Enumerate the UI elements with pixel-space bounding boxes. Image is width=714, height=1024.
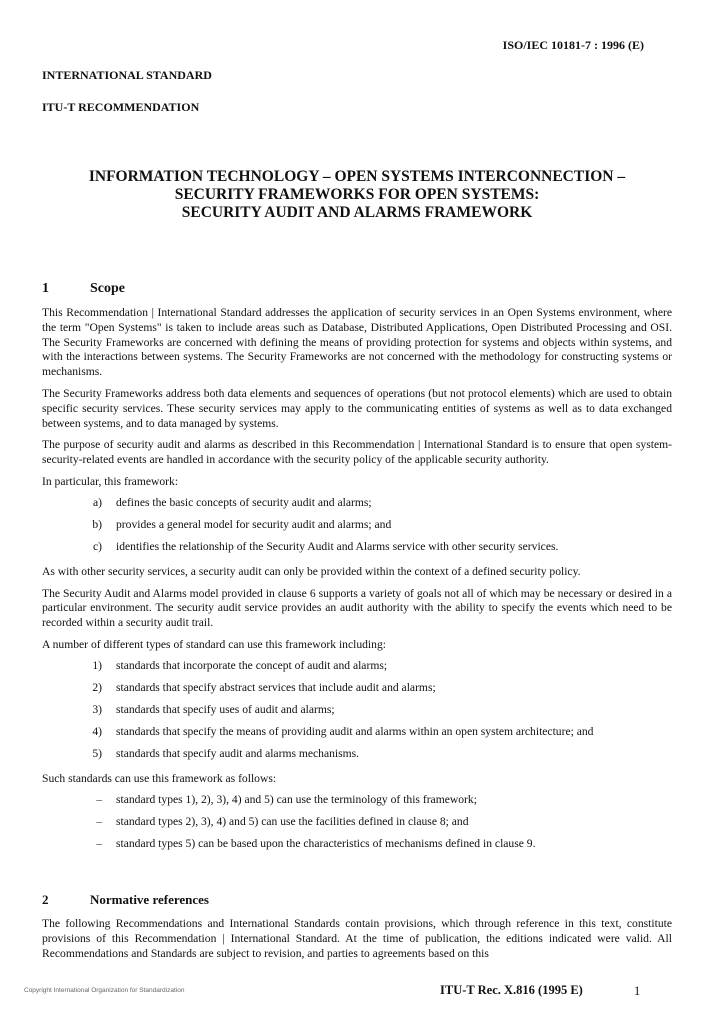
list-marker: 3): [92, 702, 102, 716]
recommendation-type-label: ITU-T RECOMMENDATION: [42, 100, 200, 114]
list-item-text: standards that specify the means of providing audit and alarms within an open system architecture; and: [116, 724, 594, 738]
list-marker: 2): [92, 680, 102, 694]
list-item-text: provides a general model for security audit and alarms; and: [116, 517, 392, 531]
lettered-list: [42, 496, 672, 562]
list-item: [42, 518, 672, 540]
list-item-text: standards that incorporate the concept of audit and alarms;: [116, 658, 388, 672]
list-marker: b): [92, 517, 102, 531]
list-marker: 1): [92, 658, 102, 672]
list-marker: –: [96, 836, 102, 850]
title-line-1: INFORMATION TECHNOLOGY – OPEN SYSTEMS INTERCONNECTION –: [88, 168, 626, 185]
list-item: [42, 703, 672, 725]
section-2-heading: [42, 892, 209, 908]
list-marker: a): [92, 495, 102, 509]
list-item-text: standard types 2), 3), 4) and 5) can use the facilities defined in clause 8; and: [116, 814, 469, 828]
list-item-text: standards that specify uses of audit and alarms;: [116, 702, 335, 716]
paragraph: The following Recommendations and International Standards contain provisions, which through reference in this text, constitute provisions of this Recommendation | International Standard. At the time of publication, the editions indicated were valid. All Recommendations and Standards are subject to revision, and parties to agreements based on this: [42, 917, 672, 960]
copyright-notice: Copyright International Organization for Standardization: [24, 987, 185, 994]
list-item: [42, 659, 672, 681]
list-marker: –: [96, 792, 102, 806]
title-line-2: SECURITY FRAMEWORKS FOR OPEN SYSTEMS:: [174, 186, 540, 203]
list-item: [42, 681, 672, 703]
list-marker: 4): [92, 724, 102, 738]
list-marker: –: [96, 814, 102, 828]
list-item: [42, 725, 672, 747]
paragraph: In particular, this framework:: [42, 474, 179, 488]
list-item: [42, 837, 672, 859]
list-item-text: standards that specify audit and alarms mechanisms.: [116, 746, 360, 760]
page-number: 1: [634, 984, 641, 998]
paragraph: As with other security services, a security audit can only be provided within the context of a defined security policy.: [42, 564, 581, 578]
list-item: [42, 496, 672, 518]
recommendation-reference: ITU-T Rec. X.816 (1995 E): [440, 983, 583, 997]
section-title: Normative references: [90, 892, 209, 907]
list-item-text: standard types 1), 2), 3), 4) and 5) can use the terminology of this framework;: [116, 792, 477, 806]
paragraph: A number of different types of standard can use this framework including:: [42, 637, 386, 651]
list-marker: 5): [92, 746, 102, 760]
standard-type-label: INTERNATIONAL STANDARD: [42, 68, 212, 82]
paragraph: The Security Frameworks address both data elements and sequences of operations (but not protocol elements) which are used to obtain specific security services. These security services may apply to the communicating entities of systems as well as to data exchanged between systems, and to data managed by systems.: [42, 386, 672, 430]
list-item-text: defines the basic concepts of security audit and alarms;: [116, 495, 372, 509]
numbered-list: [42, 659, 672, 769]
section-title: Scope: [90, 281, 125, 296]
section-number: 1: [42, 281, 49, 296]
title-line-3: SECURITY AUDIT AND ALARMS FRAMEWORK: [181, 204, 533, 221]
list-item-text: standard types 5) can be based upon the characteristics of mechanisms defined in clause 9.: [116, 836, 536, 850]
section-1-body: [42, 306, 672, 859]
dash-list: [42, 793, 672, 859]
list-item: [42, 793, 672, 815]
section-1-heading: [42, 281, 125, 297]
list-marker: c): [92, 539, 102, 553]
document-title: [42, 168, 672, 222]
section-2-body: [42, 917, 672, 961]
document-id: ISO/IEC 10181-7 : 1996 (E): [502, 38, 644, 52]
list-item: [42, 815, 672, 837]
list-item: [42, 747, 672, 769]
paragraph: Such standards can use this framework as follows:: [42, 771, 277, 785]
section-number: 2: [42, 892, 49, 907]
paragraph: This Recommendation | International Standard addresses the application of security services in an Open Systems environment, where the term "Open Systems" is taken to include areas such as Database, Distributed Applications, Open Distributed Processing and OSI. The Security Frameworks are concerned with defining the means of providing protection for systems and objects within systems, and with the interactions between systems. The Security Frameworks are not concerned with the methodology for constructing systems or mechanisms.: [42, 306, 672, 379]
paragraph: The Security Audit and Alarms model provided in clause 6 supports a variety of goals not all of which may be necessary or desired in a particular environment. The security audit service provides an audit authority with the ability to specify the events which need to be recorded within a security audit trail.: [42, 586, 672, 630]
list-item-text: standards that specify abstract services that include audit and alarms;: [116, 680, 436, 694]
list-item: [42, 540, 672, 562]
paragraph: The purpose of security audit and alarms as described in this Recommendation | International Standard is to ensure that open system-security-related events are handled in accordance with the security policy of the applicable security authority.: [42, 438, 672, 467]
list-item-text: identifies the relationship of the Security Audit and Alarms service with other security services.: [116, 539, 559, 553]
